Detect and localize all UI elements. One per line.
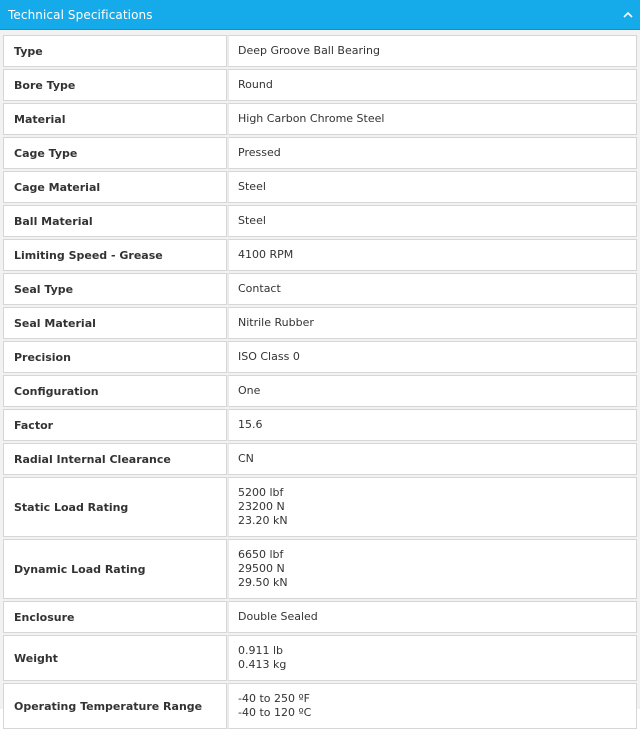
spec-value: [227, 341, 637, 373]
spec-value: [227, 137, 637, 169]
spec-value-line: Steel: [238, 180, 266, 193]
spec-value-line: 29500 N: [238, 562, 285, 575]
spec-value-line: CN: [238, 452, 254, 465]
spec-label: Seal Type: [3, 273, 227, 305]
spec-row: [3, 443, 637, 475]
spec-label: Configuration: [3, 375, 227, 407]
spec-row: [3, 341, 637, 373]
spec-value: [227, 171, 637, 203]
spec-value: [227, 239, 637, 271]
spec-value: [227, 273, 637, 305]
spec-value-line: 23200 N: [238, 500, 285, 513]
spec-value-line: 0.413 kg: [238, 658, 287, 671]
spec-label: Static Load Rating: [3, 477, 227, 537]
spec-value: [227, 69, 637, 101]
spec-row: [3, 205, 637, 237]
panel-title: Technical Specifications: [8, 7, 153, 22]
spec-row: [3, 683, 637, 729]
spec-value-line: 29.50 kN: [238, 576, 288, 589]
spec-label: Bore Type: [3, 69, 227, 101]
spec-value-line: Deep Groove Ball Bearing: [238, 44, 381, 57]
spec-value-line: 4100 RPM: [238, 248, 294, 261]
spec-value: [227, 409, 637, 441]
spec-label: Limiting Speed - Grease: [3, 239, 227, 271]
spec-row: [3, 239, 637, 271]
spec-value-line: Contact: [238, 282, 281, 295]
spec-row: [3, 103, 637, 135]
spec-value-line: Double Sealed: [238, 610, 318, 623]
spec-value-line: 23.20 kN: [238, 514, 288, 527]
spec-row: [3, 601, 637, 633]
spec-row: [3, 171, 637, 203]
spec-label: Cage Material: [3, 171, 227, 203]
spec-value: [227, 477, 637, 537]
spec-value: [227, 601, 637, 633]
spec-value: [227, 539, 637, 599]
spec-value-line: Round: [238, 78, 273, 91]
spec-row: [3, 375, 637, 407]
spec-row: [3, 137, 637, 169]
spec-label: Operating Temperature Range: [3, 683, 227, 729]
spec-row: [3, 273, 637, 305]
spec-row: [3, 477, 637, 537]
spec-value-line: 0.911 lb: [238, 644, 284, 657]
spec-value-line: -40 to 250 ºF: [238, 692, 311, 705]
spec-value-line: 5200 lbf: [238, 486, 284, 499]
spec-value: [227, 375, 637, 407]
spec-row: [3, 539, 637, 599]
spec-value: [227, 307, 637, 339]
spec-label: Factor: [3, 409, 227, 441]
spec-label: Radial Internal Clearance: [3, 443, 227, 475]
spec-label: Enclosure: [3, 601, 227, 633]
specifications-table: [3, 33, 637, 731]
spec-label: Ball Material: [3, 205, 227, 237]
spec-value-line: ISO Class 0: [238, 350, 300, 363]
spec-row: [3, 35, 637, 67]
spec-row: [3, 635, 637, 681]
spec-value-line: Steel: [238, 214, 266, 227]
spec-label: Dynamic Load Rating: [3, 539, 227, 599]
panel-header[interactable]: [0, 0, 640, 30]
spec-value-line: One: [238, 384, 261, 397]
spec-row: [3, 69, 637, 101]
spec-value-line: -40 to 120 ºC: [238, 706, 312, 719]
spec-value: [227, 35, 637, 67]
spec-value-line: 15.6: [238, 418, 263, 431]
spec-value: [227, 103, 637, 135]
spec-value-line: 6650 lbf: [238, 548, 284, 561]
spec-value-line: Nitrile Rubber: [238, 316, 314, 329]
spec-value: [227, 205, 637, 237]
spec-label: Material: [3, 103, 227, 135]
spec-value: [227, 683, 637, 729]
spec-value-line: Pressed: [238, 146, 281, 159]
spec-value: [227, 635, 637, 681]
spec-value: [227, 443, 637, 475]
spec-row: [3, 307, 637, 339]
spec-label: Type: [3, 35, 227, 67]
spec-label: Cage Type: [3, 137, 227, 169]
spec-label: Precision: [3, 341, 227, 373]
spec-label: Weight: [3, 635, 227, 681]
spec-row: [3, 409, 637, 441]
spec-value-line: High Carbon Chrome Steel: [238, 112, 385, 125]
spec-label: Seal Material: [3, 307, 227, 339]
chevron-up-icon[interactable]: [622, 9, 634, 21]
